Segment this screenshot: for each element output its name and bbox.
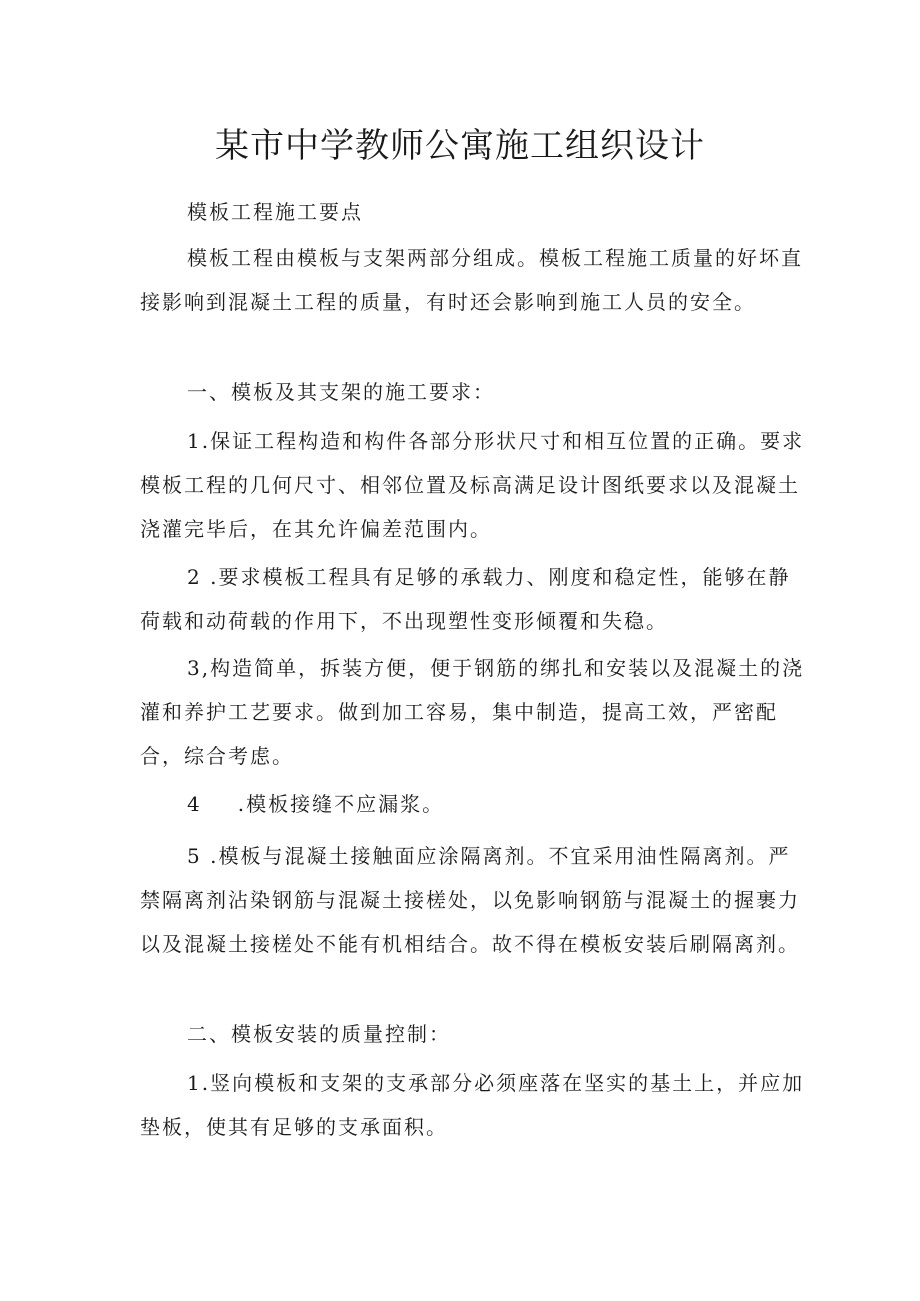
requirement-item-1: 1.保证工程构造和构件各部分形状尺寸和相互位置的正确。要求模板工程的几何尺寸、相邻位置及标高满足设计图纸要求以及混凝土浇灌完毕后，在其允许偏差范围内。 [140, 429, 805, 541]
subsection-heading-1: 一、模板及其支架的施工要求： [187, 380, 495, 404]
item-number: 4 [187, 792, 202, 816]
item-text: .模板接缝不应漏浆。 [237, 792, 445, 816]
requirement-item-5: 5 .模板与混凝土接触面应涂隔离剂。不宜采用油性隔离剂。严禁隔离剂沾染钢筋与混凝土接槎处，以免影响钢筋与混凝土的握裹力以及混凝土接槎处不能有机相结合。故不得在模板安装后刷隔离剂。 [140, 844, 800, 956]
requirement-item-2: 2 .要求模板工程具有足够的承载力、刚度和稳定性，能够在静荷载和动荷载的作用下，不出现塑性变形倾覆和失稳。 [140, 565, 791, 633]
document-title: 某市中学教师公寓施工组织设计 [215, 126, 705, 166]
requirement-item-4 [140, 782, 812, 826]
quality-item-1: 1.竖向模板和支架的支承部分必须座落在坚实的基土上，并应加垫板，使其有足够的支承面积。 [140, 1071, 805, 1139]
requirement-item-3: 3,构造简单，拆装方便，便于钢筋的绑扎和安装以及混凝土的浇灌和养护工艺要求。做到加工容易，集中制造，提高工效，严密配合，综合考虑。 [140, 656, 805, 768]
section-heading: 模板工程施工要点 [187, 200, 363, 224]
subsection-heading-2: 二、模板安装的质量控制： [187, 1022, 451, 1046]
intro-paragraph: 模板工程由模板与支架两部分组成。模板工程施工质量的好坏直接影响到混凝土工程的质量，有时还会影响到施工人员的安全。 [140, 246, 803, 314]
